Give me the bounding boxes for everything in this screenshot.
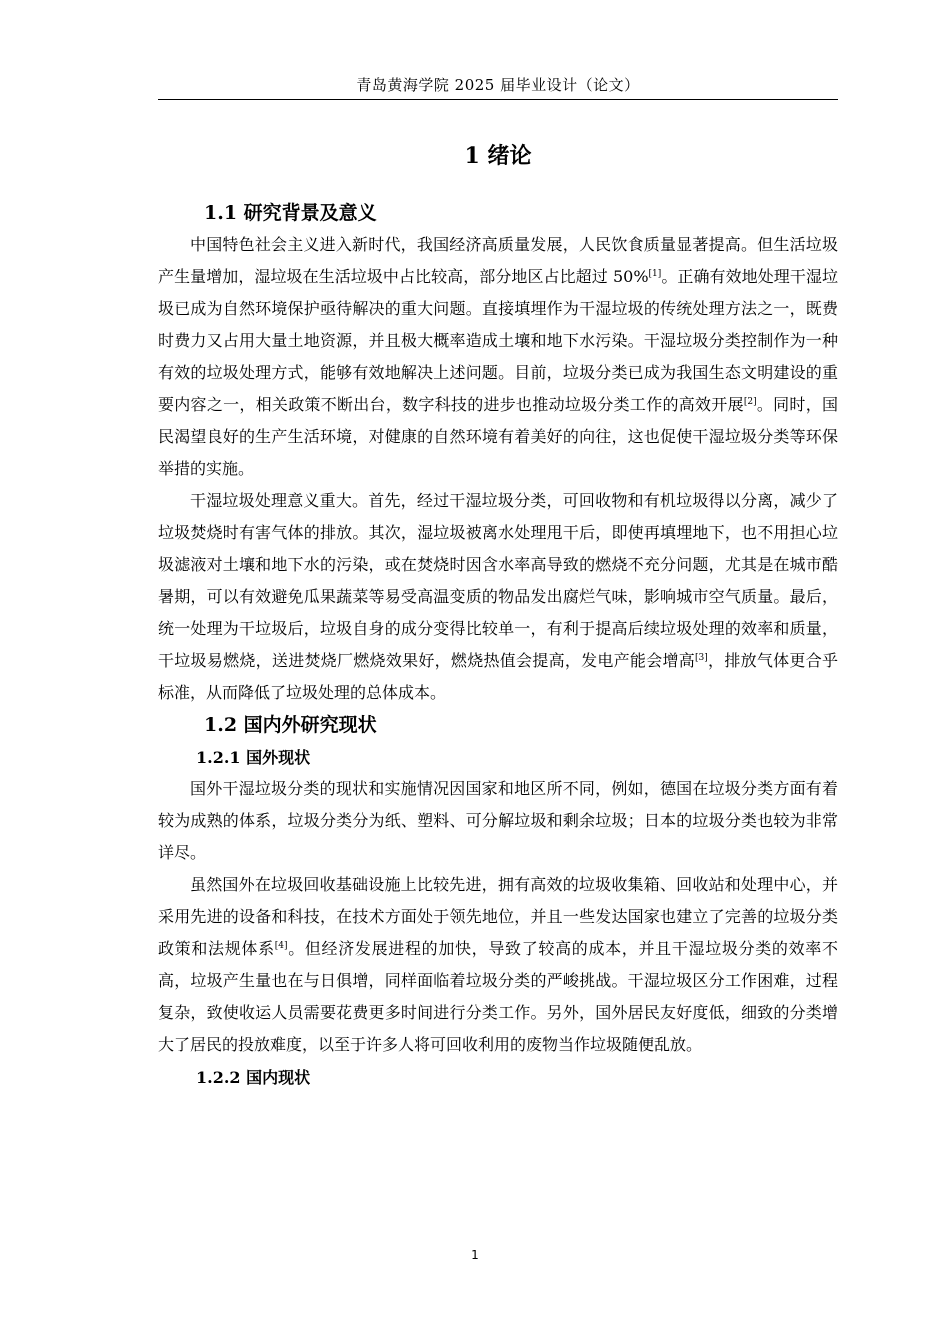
citation-ref[interactable]: [4] <box>274 941 288 951</box>
paragraph-text: 。同时，国民渴望良好的生产生活环境，对健康的自然环境有着美好的向往，这也促使干湿垃圾分类等环保举措的实施。 <box>158 395 838 478</box>
citation-ref[interactable]: [3] <box>695 653 708 663</box>
citation-ref[interactable]: [2] <box>743 397 757 407</box>
citation-ref[interactable]: [1] <box>648 269 662 279</box>
section-heading-1-1: 1.1 研究背景及意义 <box>204 202 377 224</box>
paragraph-text: 干湿垃圾处理意义重大。首先，经过干湿垃圾分类，可回收物和有机垃圾得以分离，减少了垃圾焚烧时有害气体的排放。其次，湿垃圾被离水处理甩干后，即使再填埋地下，也不用担心垃圾滤液对土壤和地下水的污染，或在焚烧时因含水率高导致的燃烧不充分问题，尤其是在城市酷暑期，可以有效避免瓜果蔬菜等易受高温变质的物品发出腐烂气味，影响城市空气质量。最后，统一处理为干垃圾后，垃圾自身的成分变得比较单一，有利于提高后续垃圾处理的效率和质量，干垃圾易燃烧，送进焚烧厂燃烧效果好，燃烧热值会提高，发电产能会增高 <box>158 491 838 670</box>
paragraph-text: 中国特色社会主义进入新时代，我国经济高质量发展，人民饮食质量显著提高。但生活垃圾产生量增加，湿垃圾在生活垃圾中占比较高，部分地区占比超过 50% <box>158 235 838 286</box>
paragraph-text: 。正确有效地处理干湿垃圾已成为自然环境保护亟待解决的重大问题。直接填埋作为干湿垃圾的传统处理方法之一，既费时费力又占用大量土地资源，并且极大概率造成土壤和地下水污染。干湿垃圾分类控制作为一种有效的垃圾处理方式，能够有效地解决上述问题。目前，垃圾分类已成为我国生态文明建设的重要内容之一，相关政策不断出台，数字科技的进步也推动垃圾分类工作的高效开展 <box>158 267 838 414</box>
paragraph-text: 虽然国外在垃圾回收基础设施上比较先进，拥有高效的垃圾收集箱、回收站和处理中心，并采用先进的设备和科技，在技术方面处于领先地位，并且一些发达国家也建立了完善的垃圾分类政策和法规体系 <box>158 875 838 958</box>
section-heading-1-2: 1.2 国内外研究现状 <box>204 714 377 736</box>
chapter-title: 1 绪论 <box>464 143 532 169</box>
header-divider <box>158 99 838 100</box>
paragraph <box>158 869 838 1061</box>
page-header: 青岛黄海学院 2025 届毕业设计（论文） <box>356 76 640 94</box>
paragraph-text: 。但经济发展进程的加快，导致了较高的成本，并且干湿垃圾分类的效率不高，垃圾产生量也在与日俱增，同样面临着垃圾分类的严峻挑战。干湿垃圾区分工作困难，过程复杂，致使收运人员需要花费更多时间进行分类工作。另外，国外居民友好度低，细致的分类增大了居民的投放难度，以至于许多人将可回收利用的废物当作垃圾随便乱放。 <box>158 939 838 1054</box>
subsection-heading-1-2-1: 1.2.1 国外现状 <box>196 748 311 767</box>
subsection-heading-1-2-2: 1.2.2 国内现状 <box>196 1068 311 1087</box>
page-number: 1 <box>471 1248 479 1262</box>
paragraph-text: ，排放气体更合乎标准，从而降低了垃圾处理的总体成本。 <box>158 651 838 702</box>
paragraph <box>158 485 838 709</box>
paragraph: 国外干湿垃圾分类的现状和实施情况因国家和地区所不同，例如，德国在垃圾分类方面有着较为成熟的体系，垃圾分类分为纸、塑料、可分解垃圾和剩余垃圾；日本的垃圾分类也较为非常详尽。 <box>158 779 838 862</box>
paragraph <box>158 229 838 485</box>
main-content <box>158 197 838 1093</box>
